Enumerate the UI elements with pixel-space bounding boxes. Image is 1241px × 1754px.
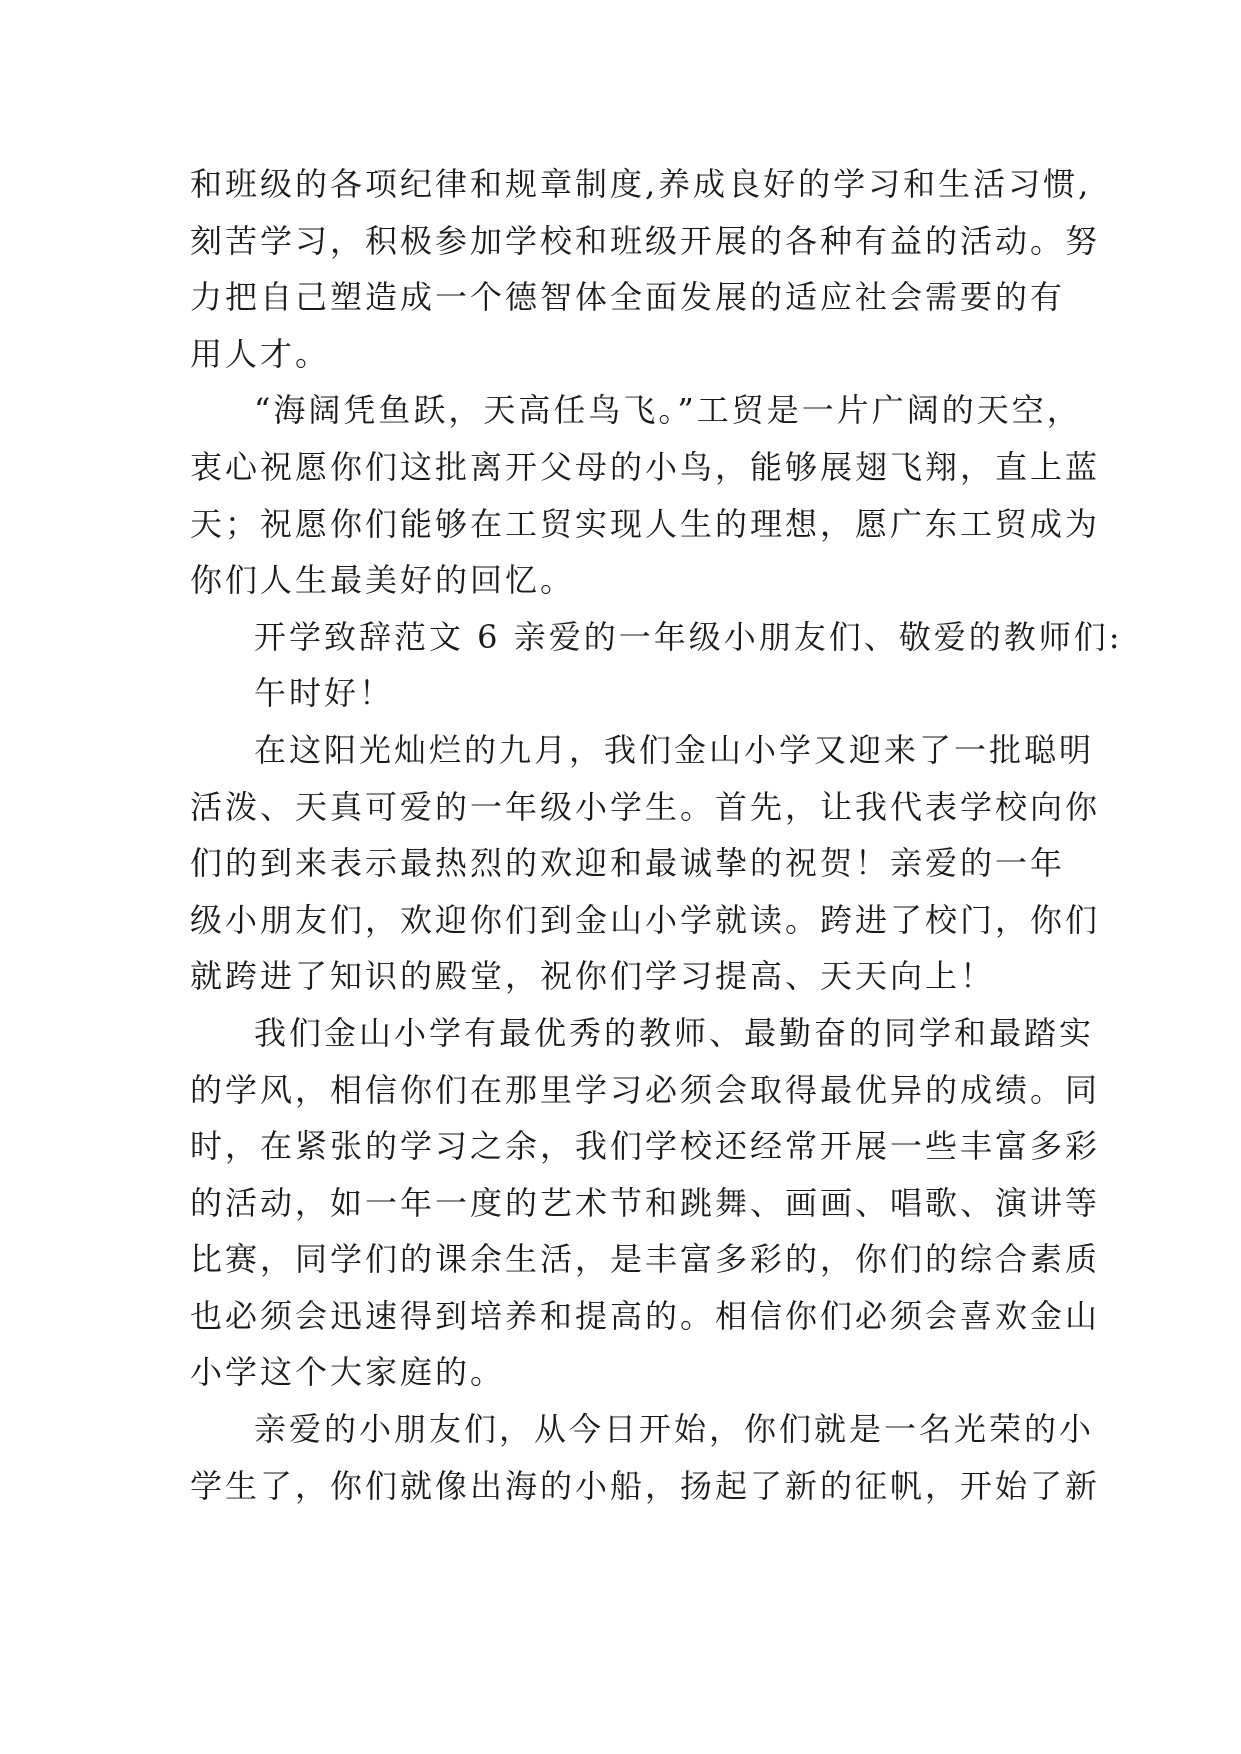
text-line: 比赛，同学们的课余生活，是丰富多彩的，你们的综合素质 [190,1240,1101,1279]
paragraph-welcome [190,722,1101,1005]
paragraph-speech-heading [190,609,1123,666]
text-line: 的活动，如一年一度的艺术节和跳舞、画画、唱歌、演讲等 [190,1183,1101,1222]
paragraph-wishes [190,382,1101,608]
text-line: 我们金山小学有最优秀的教师、最勤奋的同学和最踏实 [254,1013,1095,1052]
text-line: 力把自己塑造成一个德智体全面发展的适应社会需要的有 [190,278,1066,317]
text-line: “海阔凭鱼跃，天高任鸟飞。”工贸是一片广阔的天空， [254,391,1082,430]
text-line: 也必须会迅速得到培养和提高的。相信你们必须会喜欢金山 [190,1296,1101,1335]
text-line: 亲爱的小朋友们，从今日开始，你们就是一名光荣的小 [254,1410,1095,1449]
paragraph-greeting [190,665,1050,722]
text-line: 你们人生最美好的回忆。 [190,561,576,600]
paragraph-new-start [190,1401,1101,1514]
text-line: 开学致辞范文 6 亲爱的一年级小朋友们、敬爱的教师们: [254,617,1123,656]
text-line: 午时好！ [254,674,395,713]
paragraph-school-rules [190,156,1101,382]
text-line: 的学风，相信你们在那里学习必须会取得最优异的成绩。同 [190,1070,1101,1109]
text-line: 时，在紧张的学习之余，我们学校还经常开展一些丰富多彩 [190,1127,1101,1166]
text-line: 就跨进了知识的殿堂，祝你们学习提高、天天向上！ [190,957,996,996]
text-line: 们的到来表示最热烈的欢迎和最诚挚的祝贺！亲爱的一年 [190,844,1066,883]
text-line: 用人才。 [190,334,331,373]
paragraph-school-intro [190,1005,1101,1401]
text-line: 刻苦学习，积极参加学校和班级开展的各种有益的活动。努 [190,221,1101,260]
text-line: 小学这个大家庭的。 [190,1353,506,1392]
text-line: 活泼、天真可爱的一年级小学生。首先，让我代表学校向你 [190,787,1101,826]
text-line: 和班级的各项纪律和规章制度,养成良好的学习和生活习惯, [190,165,1092,203]
text-line: 学生了，你们就像出海的小船，扬起了新的征帆，开始了新 [190,1466,1101,1505]
text-line: 级小朋友们，欢迎你们到金山小学就读。跨进了校门，你们 [190,900,1101,939]
document-body [190,156,1123,1514]
text-line: 天；祝愿你们能够在工贸实现人生的理想，愿广东工贸成为 [190,504,1101,543]
text-line: 在这阳光灿烂的九月，我们金山小学又迎来了一批聪明 [254,730,1095,769]
text-line: 衷心祝愿你们这批离开父母的小鸟，能够展翅飞翔，直上蓝 [190,447,1101,486]
